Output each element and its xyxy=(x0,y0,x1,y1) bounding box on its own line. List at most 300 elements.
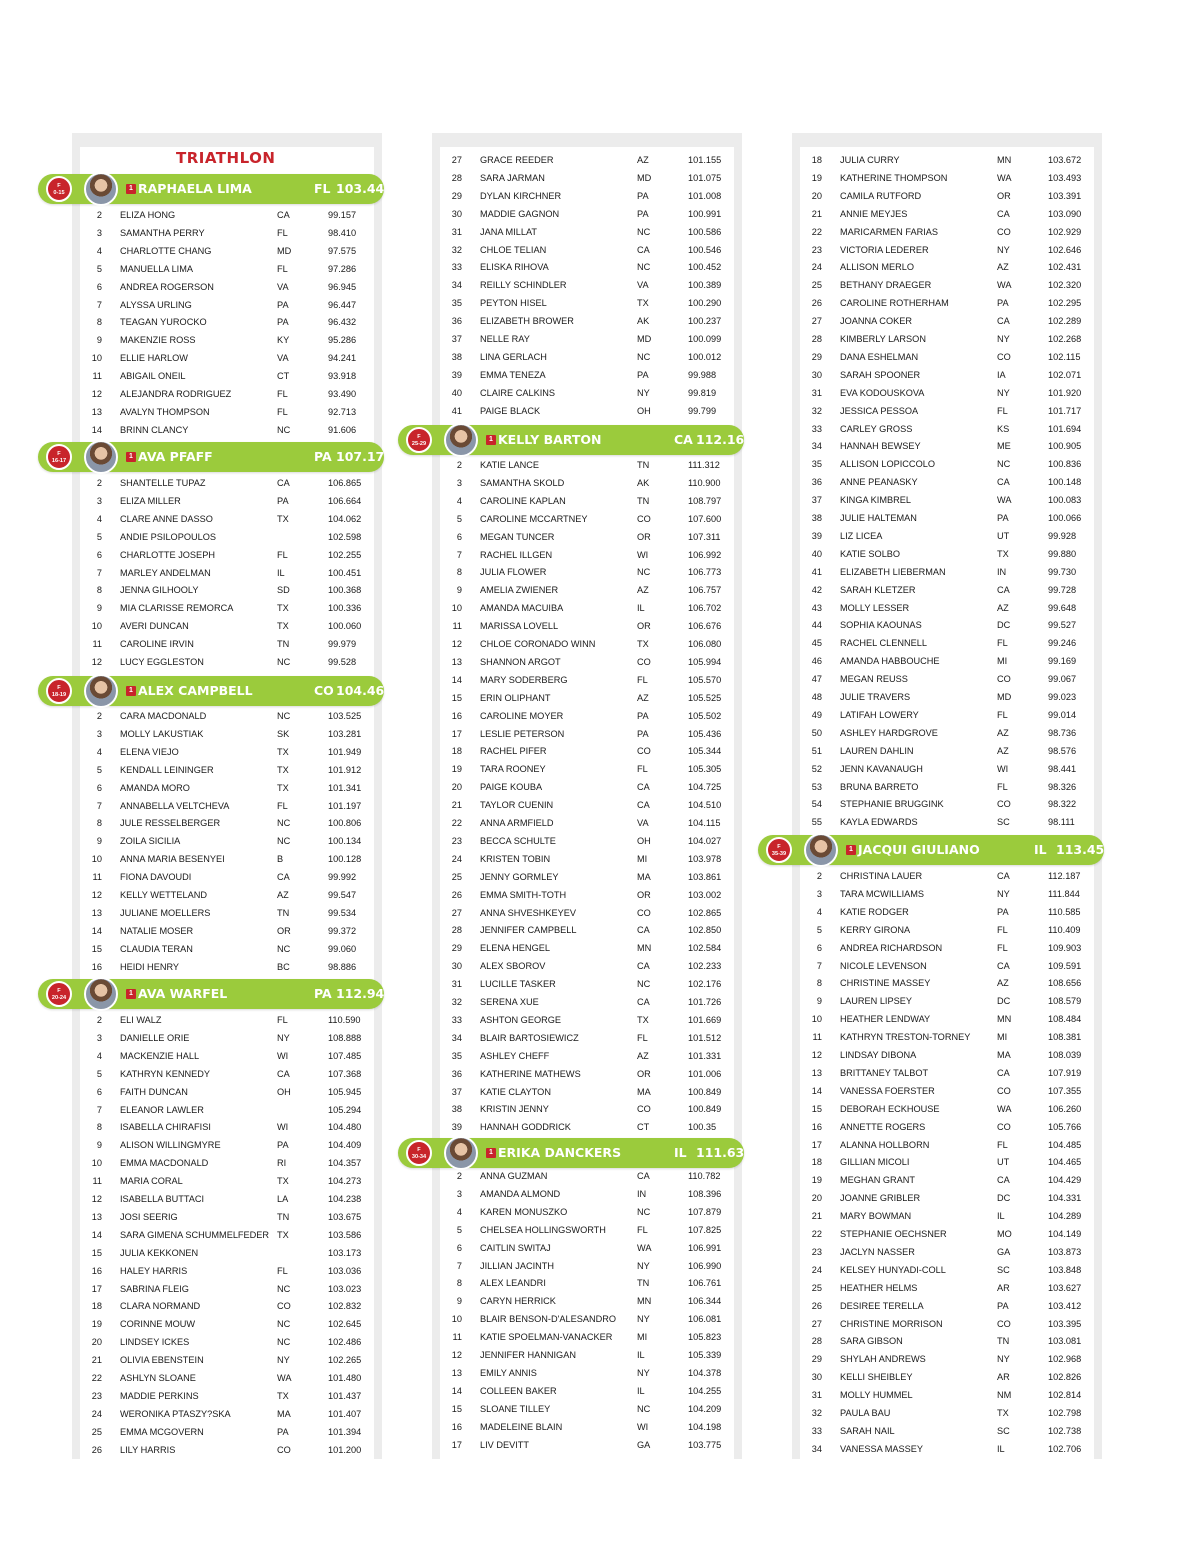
row-rank: 7 xyxy=(96,299,102,310)
row-score: 110.590 xyxy=(328,1015,361,1025)
row-name: ELI WALZ xyxy=(120,1015,162,1025)
row-name: KATHRYN TRESTON-TORNEY xyxy=(840,1032,971,1043)
row-score: 103.090 xyxy=(1048,208,1082,219)
row-score: 101.006 xyxy=(688,1068,722,1079)
row-state: PA xyxy=(997,1300,1009,1311)
row-state: CA xyxy=(637,1171,650,1181)
row-score: 99.799 xyxy=(688,405,717,416)
row-score: 100.237 xyxy=(688,316,722,327)
row-state: KY xyxy=(277,335,290,346)
athlete-photo xyxy=(84,440,118,474)
row-name: HEIDI HENRY xyxy=(120,961,180,972)
row-rank: 9 xyxy=(96,603,102,614)
row-state: GA xyxy=(997,1246,1011,1257)
row-score: 103.493 xyxy=(1048,172,1082,183)
row-score: 105.570 xyxy=(688,674,722,685)
row-score: 98.326 xyxy=(1048,781,1077,792)
row-score: 99.157 xyxy=(328,210,357,220)
row-state: CT xyxy=(637,1122,650,1133)
ranking-row xyxy=(792,1262,1102,1280)
ranking-row xyxy=(792,1119,1102,1137)
row-score: 107.919 xyxy=(1048,1067,1082,1078)
row-rank: 47 xyxy=(811,674,822,685)
row-state: IL xyxy=(637,603,645,614)
ranking-row xyxy=(432,547,742,565)
row-rank: 16 xyxy=(91,1265,102,1276)
row-score: 97.575 xyxy=(328,245,357,256)
row-name: AVERI DUNCAN xyxy=(120,621,189,632)
row-score: 104.062 xyxy=(328,513,362,524)
ranking-row xyxy=(792,295,1102,313)
row-state: TX xyxy=(277,621,289,632)
row-rank: 13 xyxy=(91,1211,102,1222)
row-name: ERIN OLIPHANT xyxy=(480,692,551,703)
row-score: 102.865 xyxy=(688,907,722,918)
row-state: FL xyxy=(277,389,288,399)
row-rank: 51 xyxy=(811,745,822,756)
row-rank: 4 xyxy=(816,906,822,917)
row-state: IL xyxy=(637,1350,645,1360)
ranking-row xyxy=(792,1280,1102,1298)
row-name: CLARE ANNE DASSO xyxy=(120,513,213,524)
row-rank: 8 xyxy=(456,1278,462,1289)
row-state: TX xyxy=(997,1408,1009,1418)
row-state: CA xyxy=(997,477,1010,488)
ranking-row xyxy=(792,1065,1102,1083)
row-state: FL xyxy=(277,549,288,560)
row-name: CARA MACDONALD xyxy=(120,711,207,721)
row-name: JESSICA PESSOA xyxy=(840,405,919,416)
row-rank: 2 xyxy=(456,1171,462,1181)
ranking-row xyxy=(72,493,382,511)
row-state: FL xyxy=(277,227,288,238)
row-name: JULIE HALTEMAN xyxy=(840,513,917,523)
row-score: 99.534 xyxy=(328,907,357,918)
row-rank: 9 xyxy=(456,585,462,596)
row-score: 101.155 xyxy=(688,155,722,165)
row-state: FL xyxy=(277,1265,288,1276)
row-rank: 32 xyxy=(811,1408,822,1418)
row-rank: 23 xyxy=(91,1390,102,1401)
row-name: BRITTANEY TALBOT xyxy=(840,1067,929,1078)
row-name: ALISON WILLINGMYRE xyxy=(120,1140,221,1151)
ranking-row xyxy=(432,152,742,170)
winner-score: 107.171 xyxy=(336,449,393,464)
row-rank: 23 xyxy=(811,244,822,255)
row-score: 104.480 xyxy=(328,1122,362,1133)
row-name: CARLEY GROSS xyxy=(840,423,913,434)
row-rank: 29 xyxy=(451,943,462,954)
ranking-row xyxy=(432,636,742,654)
ranking-row xyxy=(72,1209,382,1227)
row-rank: 45 xyxy=(811,638,822,649)
row-name: ELEANOR LAWLER xyxy=(120,1104,204,1115)
row-state: CO xyxy=(997,1121,1011,1132)
row-score: 105.945 xyxy=(328,1086,362,1097)
row-rank: 15 xyxy=(91,943,102,954)
row-name: JENNIFER HANNIGAN xyxy=(480,1350,576,1360)
ranking-row xyxy=(72,600,382,618)
ranking-row xyxy=(792,886,1102,904)
row-state: IL xyxy=(637,1385,645,1396)
row-name: KELSEY HUNYADI-COLL xyxy=(840,1264,946,1275)
row-state: NY xyxy=(637,387,650,398)
row-rank: 6 xyxy=(456,531,462,542)
row-score: 91.606 xyxy=(328,424,357,435)
row-score: 102.832 xyxy=(328,1301,362,1312)
row-name: JOANNA COKER xyxy=(840,316,912,327)
ranking-row xyxy=(72,1298,382,1316)
row-score: 99.648 xyxy=(1048,602,1077,613)
row-score: 107.368 xyxy=(328,1068,362,1079)
row-score: 107.879 xyxy=(688,1206,722,1217)
row-score: 99.372 xyxy=(328,925,357,936)
row-rank: 26 xyxy=(451,889,462,900)
row-score: 100.586 xyxy=(688,226,722,237)
row-name: VICTORIA LEDERER xyxy=(840,244,929,255)
row-rank: 31 xyxy=(811,1390,822,1401)
row-score: 99.169 xyxy=(1048,656,1077,667)
ranking-row xyxy=(72,941,382,959)
row-rank: 38 xyxy=(451,351,462,362)
row-name: CAITLIN SWITAJ xyxy=(480,1242,551,1253)
row-score: 106.080 xyxy=(688,639,722,649)
ranking-row xyxy=(432,743,742,761)
row-score: 96.447 xyxy=(328,299,357,310)
row-score: 100.148 xyxy=(1048,477,1082,488)
row-score: 108.381 xyxy=(1048,1032,1082,1043)
row-state: AZ xyxy=(997,978,1009,989)
row-name: ELIZA HONG xyxy=(120,210,176,220)
row-rank: 25 xyxy=(91,1426,102,1437)
row-state: MD xyxy=(277,245,292,256)
badge-gender: F xyxy=(57,451,61,457)
ranking-row xyxy=(72,1084,382,1102)
row-state: TX xyxy=(277,1390,289,1401)
row-rank: 24 xyxy=(811,262,822,273)
row-name: EVA KODOUSKOVA xyxy=(840,387,925,398)
row-state: NC xyxy=(637,567,651,578)
age-group-badge xyxy=(406,427,432,453)
row-rank: 36 xyxy=(811,477,822,488)
ranking-row xyxy=(72,726,382,744)
row-name: ISABELLA CHIRAFISI xyxy=(120,1122,211,1133)
row-name: MARLEY ANDELMAN xyxy=(120,567,211,578)
row-name: ASHLEY HARDGROVE xyxy=(840,727,938,738)
row-rank: 12 xyxy=(811,1050,822,1060)
row-rank: 31 xyxy=(451,979,462,990)
row-name: ASHTON GEORGE xyxy=(480,1014,562,1025)
row-state: PA xyxy=(637,208,649,219)
row-rank: 33 xyxy=(451,262,462,273)
row-state: CO xyxy=(997,799,1011,810)
ranking-row xyxy=(792,1226,1102,1244)
row-score: 101.075 xyxy=(688,172,722,183)
ranking-row xyxy=(432,206,742,224)
ranking-row xyxy=(792,671,1102,689)
row-rank: 55 xyxy=(811,817,822,828)
ranking-row xyxy=(792,1387,1102,1405)
ranking-row xyxy=(792,277,1102,295)
row-state: LA xyxy=(277,1194,289,1204)
row-rank: 11 xyxy=(452,621,462,632)
ranking-row xyxy=(792,1316,1102,1334)
ranking-row xyxy=(792,510,1102,528)
ranking-row xyxy=(792,242,1102,260)
row-rank: 41 xyxy=(451,405,462,416)
ranking-row xyxy=(792,743,1102,761)
row-rank: 34 xyxy=(811,1443,822,1454)
row-rank: 27 xyxy=(451,907,462,918)
row-state: CT xyxy=(277,371,290,382)
ranking-row xyxy=(432,349,742,367)
row-rank: 26 xyxy=(91,1444,102,1455)
row-score: 101.407 xyxy=(328,1408,362,1419)
badge-age-range: 0-15 xyxy=(53,190,65,196)
ranking-row xyxy=(792,814,1102,832)
row-state: PA xyxy=(637,190,649,201)
ranking-row xyxy=(72,1012,382,1030)
row-rank: 18 xyxy=(91,1301,102,1312)
row-rank: 15 xyxy=(451,1403,462,1414)
row-score: 108.579 xyxy=(1048,996,1082,1007)
ranking-row xyxy=(792,940,1102,958)
row-rank: 41 xyxy=(811,566,822,577)
row-state: NY xyxy=(997,387,1010,398)
row-rank: 19 xyxy=(811,1175,822,1186)
row-score: 104.331 xyxy=(1048,1193,1082,1204)
row-score: 100.849 xyxy=(688,1104,722,1115)
ranking-row xyxy=(792,689,1102,707)
row-score: 108.888 xyxy=(328,1032,362,1043)
row-name: ELISKA RIHOVA xyxy=(480,262,549,273)
row-state: CO xyxy=(637,656,651,667)
row-rank: 4 xyxy=(96,1050,102,1061)
row-state: AZ xyxy=(997,745,1009,756)
row-rank: 7 xyxy=(96,1104,102,1115)
row-score: 101.717 xyxy=(1048,405,1082,416)
row-state: TX xyxy=(277,513,289,524)
row-name: ANNA SHVESHKEYEV xyxy=(480,907,576,918)
row-state: CA xyxy=(637,925,650,936)
row-score: 110.900 xyxy=(688,477,721,488)
row-name: ALANNA HOLLBORN xyxy=(840,1139,930,1150)
row-state: CO xyxy=(997,1318,1011,1329)
row-score: 100.905 xyxy=(1048,441,1082,452)
row-score: 102.486 xyxy=(328,1337,362,1348)
row-state: NY xyxy=(637,1314,650,1325)
row-score: 100.806 xyxy=(328,818,362,829)
row-name: HEATHER LENDWAY xyxy=(840,1014,931,1025)
row-score: 106.773 xyxy=(688,567,722,578)
row-rank: 22 xyxy=(451,818,462,828)
ranking-row xyxy=(432,1383,742,1401)
row-name: ELENA HENGEL xyxy=(480,943,550,954)
row-score: 99.728 xyxy=(1048,584,1077,595)
row-rank: 21 xyxy=(451,800,462,811)
row-state: NC xyxy=(637,351,651,362)
row-score: 110.409 xyxy=(1048,924,1081,935)
row-score: 102.233 xyxy=(688,961,722,972)
ranking-row xyxy=(432,940,742,958)
row-score: 108.656 xyxy=(1048,978,1082,989)
row-name: SOPHIA KAOUNAS xyxy=(840,620,922,631)
row-name: JILLIAN JACINTH xyxy=(480,1260,555,1271)
row-rank: 30 xyxy=(451,961,462,972)
ranking-row xyxy=(792,993,1102,1011)
row-score: 105.502 xyxy=(688,710,722,721)
ranking-row xyxy=(792,421,1102,439)
row-name: LAUREN DAHLIN xyxy=(840,745,914,756)
row-rank: 4 xyxy=(96,245,102,256)
row-state: NY xyxy=(997,334,1010,344)
row-score: 103.412 xyxy=(1048,1300,1082,1311)
ranking-row xyxy=(792,582,1102,600)
row-state: MD xyxy=(637,172,652,183)
row-score: 111.312 xyxy=(688,460,720,470)
row-rank: 2 xyxy=(456,460,462,470)
row-name: SLOANE TILLEY xyxy=(480,1403,551,1414)
row-state: FL xyxy=(277,263,288,274)
row-state: WA xyxy=(637,1242,652,1253)
ranking-row xyxy=(792,635,1102,653)
row-state: AZ xyxy=(637,1050,649,1061)
row-state: NY xyxy=(997,1354,1010,1365)
row-rank: 39 xyxy=(811,530,822,541)
row-rank: 2 xyxy=(96,1015,102,1025)
row-rank: 3 xyxy=(96,495,102,506)
row-name: JULIA FLOWER xyxy=(480,567,547,578)
row-name: MAKENZIE ROSS xyxy=(120,335,196,346)
row-name: LINA GERLACH xyxy=(480,351,547,362)
winner-score: 104.460 xyxy=(336,683,393,698)
row-state: FL xyxy=(637,764,648,775)
row-state: B xyxy=(277,854,284,865)
row-score: 107.355 xyxy=(1048,1085,1082,1096)
row-state: AR xyxy=(997,1282,1010,1293)
ranking-row xyxy=(72,1388,382,1406)
row-state: CO xyxy=(277,1444,291,1455)
row-score: 102.645 xyxy=(328,1319,362,1330)
row-score: 105.525 xyxy=(688,692,722,703)
row-state: WA xyxy=(997,495,1012,506)
row-name: ASHLEY CHEFF xyxy=(480,1050,550,1061)
row-rank: 28 xyxy=(811,1336,822,1347)
row-name: JULIA KEKKONEN xyxy=(120,1247,199,1258)
row-state: OH xyxy=(637,835,651,846)
row-name: CHRISTINA LAUER xyxy=(840,871,923,881)
ranking-row xyxy=(432,654,742,672)
row-rank: 3 xyxy=(96,227,102,238)
row-score: 101.669 xyxy=(688,1014,722,1025)
row-rank: 18 xyxy=(451,746,462,757)
ranking-row xyxy=(72,225,382,243)
row-name: LAUREN LIPSEY xyxy=(840,996,912,1007)
row-rank: 9 xyxy=(96,836,102,847)
row-name: SARAH KLETZER xyxy=(840,584,916,595)
ranking-row xyxy=(792,331,1102,349)
row-state: TN xyxy=(277,1211,290,1222)
row-name: BRINN CLANCY xyxy=(120,424,189,435)
row-score: 99.527 xyxy=(1048,620,1077,631)
row-state: TN xyxy=(637,460,650,470)
row-name: MADDIE PERKINS xyxy=(120,1390,199,1401)
row-rank: 38 xyxy=(451,1104,462,1115)
ranking-row xyxy=(792,707,1102,725)
row-state: AK xyxy=(637,316,650,327)
ranking-row xyxy=(72,780,382,798)
row-rank: 10 xyxy=(91,353,102,364)
row-score: 102.850 xyxy=(688,925,722,936)
row-state: TX xyxy=(277,764,289,775)
row-state: WI xyxy=(637,1421,649,1432)
row-state: NC xyxy=(277,943,291,954)
row-score: 106.344 xyxy=(688,1296,722,1307)
row-rank: 28 xyxy=(811,334,822,344)
row-state: CA xyxy=(637,782,650,793)
row-rank: 3 xyxy=(456,477,462,488)
row-state: MN xyxy=(997,1014,1012,1025)
row-name: ANDIE PSILOPOULOS xyxy=(120,531,216,542)
row-state: IN xyxy=(637,1188,647,1199)
row-state: TX xyxy=(277,1176,289,1187)
row-name: LUCY EGGLESTON xyxy=(120,657,204,667)
row-score: 99.528 xyxy=(328,657,357,667)
row-name: MEGAN TUNCER xyxy=(480,531,555,542)
row-score: 102.255 xyxy=(328,549,362,560)
row-score: 103.586 xyxy=(328,1229,362,1240)
row-name: ELENA VIEJO xyxy=(120,746,179,757)
ranking-row xyxy=(72,923,382,941)
row-score: 98.576 xyxy=(1048,745,1077,756)
ranking-row xyxy=(72,422,382,440)
row-name: JULIANE MOELLERS xyxy=(120,907,211,918)
row-state: CA xyxy=(997,584,1010,595)
ranking-row xyxy=(432,1311,742,1329)
ranking-row xyxy=(792,1298,1102,1316)
row-state: TX xyxy=(637,1014,649,1025)
row-state: CA xyxy=(997,316,1010,327)
row-score: 98.441 xyxy=(1048,763,1077,774)
row-state: FL xyxy=(997,942,1008,953)
row-score: 102.814 xyxy=(1048,1390,1082,1401)
row-rank: 52 xyxy=(811,763,822,774)
row-name: ABIGAIL ONEIL xyxy=(120,371,186,382)
row-rank: 24 xyxy=(91,1408,102,1419)
row-rank: 19 xyxy=(91,1319,102,1330)
row-rank: 4 xyxy=(456,1206,462,1217)
row-state: ME xyxy=(997,441,1011,452)
row-score: 105.994 xyxy=(688,656,722,667)
row-rank: 5 xyxy=(96,764,102,775)
row-rank: 7 xyxy=(96,567,102,578)
winner-rank-badge: 1 xyxy=(846,845,856,855)
row-score: 104.115 xyxy=(688,818,721,828)
ranking-row xyxy=(432,1365,742,1383)
badge-age-range: 20-24 xyxy=(51,995,67,1001)
ranking-row xyxy=(432,797,742,815)
row-score: 101.394 xyxy=(328,1426,362,1437)
row-rank: 33 xyxy=(811,423,822,434)
ranking-row xyxy=(72,332,382,350)
ranking-row xyxy=(792,761,1102,779)
row-name: CLAIRE CALKINS xyxy=(480,387,556,398)
row-state: NC xyxy=(637,979,651,990)
athlete-photo xyxy=(804,833,838,867)
ranking-row xyxy=(72,1263,382,1281)
row-name: CHRISTINE MORRISON xyxy=(840,1318,943,1329)
ranking-row xyxy=(432,367,742,385)
